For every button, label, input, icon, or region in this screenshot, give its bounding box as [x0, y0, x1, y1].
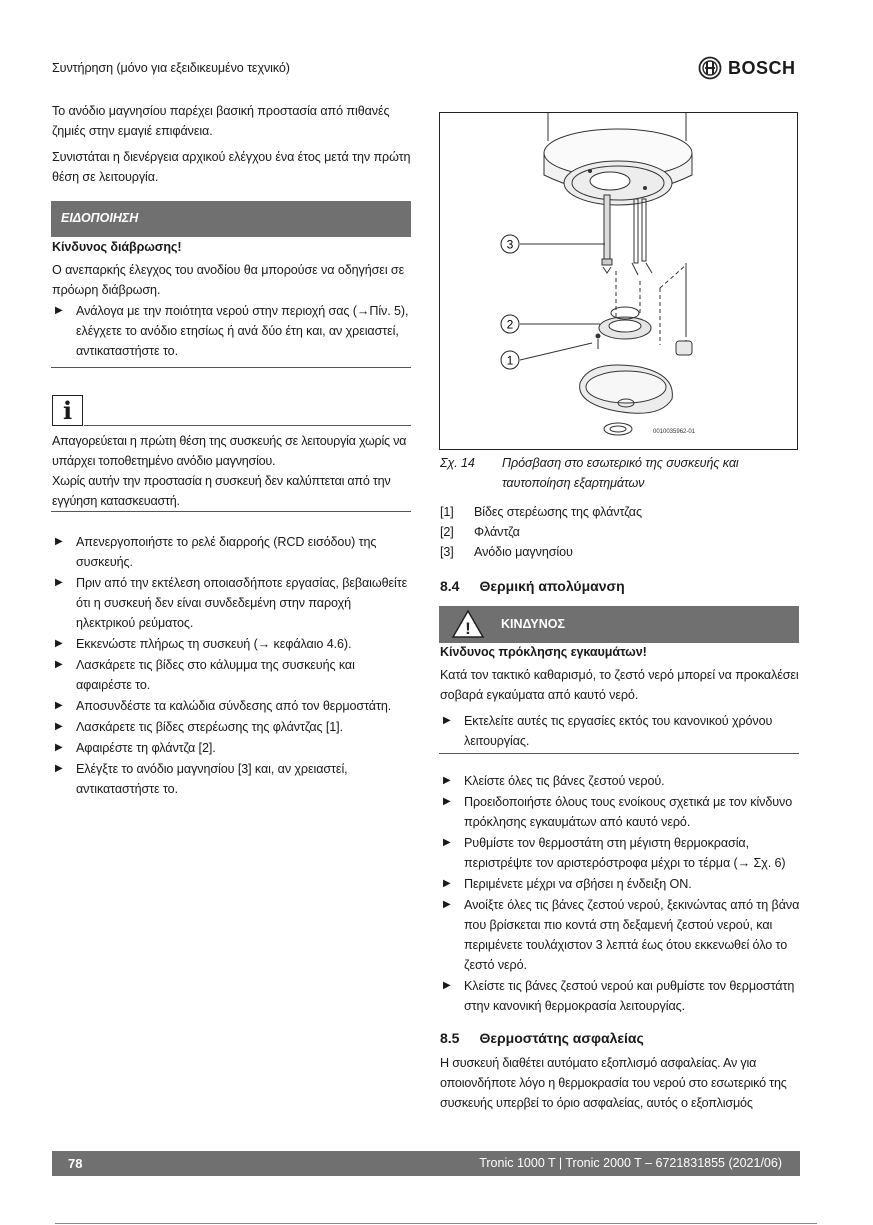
- bullet-triangle-icon: ▶: [443, 980, 451, 991]
- list-item: ▶ Εκκενώστε πλήρως τη συσκευή (→ κεφάλαιο 4.6).: [52, 634, 412, 654]
- list-item: ▶ Απενεργοποιήστε το ρελέ διαρροής (RCD εισόδου) της συσκευής.: [52, 532, 412, 572]
- danger-text: Κατά τον τακτικό καθαρισμό, το ζεστό νερό μπορεί να προκαλέσει σοβαρά εγκαύματα από καυτό νερό.: [440, 668, 799, 702]
- warning-triangle-icon: [451, 609, 485, 639]
- divider: [439, 753, 799, 754]
- legend-row: [3] Ανόδιο μαγνησίου: [440, 545, 573, 559]
- bullet-triangle-icon: ▶: [55, 305, 63, 316]
- info-text: [52, 431, 412, 511]
- notice-text: Ο ανεπαρκής έλεγχος του ανοδίου θα μπορούσε να οδηγήσει σε πρόωρη διάβρωση.: [52, 263, 405, 297]
- figure-caption: [440, 453, 800, 493]
- bullet-triangle-icon: ▶: [55, 577, 63, 588]
- running-title: Συντήρηση (μόνο για εξειδικευμένο τεχνικό): [52, 61, 290, 75]
- notice-label: ΕΙΔΟΠΟΙΗΣΗ: [61, 211, 139, 225]
- disinfection-steps: [440, 771, 800, 1016]
- intro-paragraph: Το ανόδιο μαγνησίου παρέχει βασική προστασία από πιθανές ζημιές στην εμαγιέ επιφάνεια.: [52, 104, 390, 138]
- bullet-triangle-icon: ▶: [443, 837, 451, 848]
- bullet-triangle-icon: ▶: [443, 878, 451, 889]
- info-divider: [84, 425, 411, 426]
- list-item: ▶ Προειδοποιήστε όλους τους ενοίκους σχετικά με τον κίνδυνο πρόκλησης εγκαυμάτων από καυτό νερό.: [440, 792, 800, 832]
- callout-2: 2: [506, 317, 514, 332]
- notice-bar: [51, 201, 411, 237]
- list-item: ▶ Πριν από την εκτέλεση οποιασδήποτε εργασίας, βεβαιωθείτε ότι η συσκευή δεν είναι συνδεδεμένη στην παροχή ηλεκτρικού ρεύματος.: [52, 573, 412, 633]
- bullet-triangle-icon: ▶: [55, 638, 63, 649]
- bullet-triangle-icon: ▶: [55, 659, 63, 670]
- list-item: ▶ Ανοίξτε όλες τις βάνες ζεστού νερού, ξεκινώντας από τη βάνα που βρίσκεται πιο κοντά στη δεξαμενή ζεστού νερού, και περιμένετε τουλάχιστον 3 λεπτά έως ότου εκκενωθεί όλο το ζεστό νερό.: [440, 895, 800, 975]
- figure-callouts: [501, 235, 519, 369]
- danger-heading: Κίνδυνος πρόκλησης εγκαυμάτων!: [440, 645, 647, 659]
- bullet-triangle-icon: ▶: [55, 763, 63, 774]
- list-item: ▶ Λασκάρετε τις βίδες στερέωσης της φλάντζας [1].: [52, 717, 412, 737]
- callout-1: 1: [506, 353, 514, 368]
- bottom-rule: [55, 1223, 817, 1224]
- section-heading-8-5: 8.5 Θερμοστάτης ασφαλείας: [440, 1030, 644, 1046]
- bullet-triangle-icon: ▶: [443, 775, 451, 786]
- legend-row: [2] Φλάντζα: [440, 525, 520, 539]
- list-item: ▶ Ανάλογα με την ποιότητα νερού στην περιοχή σας (→Πίν. 5), ελέγχετε το ανόδιο ετησίως ή ανά δύο έτη και, αν χρειαστεί, αντικαταστήστε το.: [52, 301, 412, 361]
- document-reference: Tronic 1000 T | Tronic 2000 T – 6721831855 (2021/06): [479, 1156, 782, 1170]
- danger-bar: [439, 606, 799, 643]
- info-icon: i: [52, 395, 83, 426]
- bullet-triangle-icon: ▶: [443, 796, 451, 807]
- list-item: ▶ Κλείστε τις βάνες ζεστού νερού και ρυθμίστε τον θερμοστάτη στην κανονική θερμοκρασία λειτουργίας.: [440, 976, 800, 1016]
- left-column: [52, 101, 412, 187]
- footer-bar: [52, 1151, 800, 1176]
- callout-3: 3: [506, 237, 514, 252]
- list-item: ▶ Λασκάρετε τις βίδες στο κάλυμμα της συσκευής και αφαιρέστε το.: [52, 655, 412, 695]
- info-line: Απαγορεύεται η πρώτη θέση της συσκευής σε λειτουργία χωρίς να υπάρχει τοποθετημένο ανόδιο μαγνησίου.: [52, 434, 407, 468]
- list-item: ▶ Εκτελείτε αυτές τις εργασίες εκτός του κανονικού χρόνου λειτουργίας.: [440, 711, 800, 751]
- danger-label: ΚΙΝΔΥΝΟΣ: [501, 617, 565, 631]
- brand-name: BOSCH: [728, 57, 796, 78]
- figure-code: 0010035962-01: [653, 429, 696, 435]
- brand-logo: [698, 55, 796, 81]
- bullet-triangle-icon: ▶: [55, 742, 63, 753]
- divider: [51, 511, 411, 512]
- info-line: Χωρίς αυτήν την προστασία η συσκευή δεν καλύπτεται από την εγγύηση κατασκευαστή.: [52, 474, 391, 508]
- list-item: ▶ Περιμένετε μέχρι να σβήσει η ένδειξη ON.: [440, 874, 800, 894]
- bullet-triangle-icon: ▶: [55, 536, 63, 547]
- bullet-triangle-icon: ▶: [55, 721, 63, 732]
- bullet-triangle-icon: ▶: [443, 899, 451, 910]
- list-item: ▶ Ελέγξτε το ανόδιο μαγνησίου [3] και, αν χρειαστεί, αντικαταστήστε το.: [52, 759, 412, 799]
- list-item: ▶ Ρυθμίστε τον θερμοστάτη στη μέγιστη θερμοκρασία, περιστρέψτε τον αριστερόστροφα μέχρι το τέρμα (→ Σχ. 6): [440, 833, 800, 873]
- danger-body: [440, 642, 800, 751]
- caption-text: Πρόσβαση στο εσωτερικό της συσκευής και ταυτοποίηση εξαρτημάτων: [502, 456, 739, 490]
- bullet-triangle-icon: ▶: [443, 715, 451, 726]
- caption-number: Σχ. 14: [440, 456, 475, 470]
- legend-row: [1] Βίδες στερέωσης της φλάντζας: [440, 505, 642, 519]
- figure-legend: [440, 502, 800, 562]
- notice-heading: Κίνδυνος διάβρωσης!: [52, 240, 182, 254]
- list-item: ▶ Αφαιρέστε τη φλάντζα [2].: [52, 738, 412, 758]
- intro-paragraph: Συνιστάται η διενέργεια αρχικού ελέγχου ένα έτος μετά την πρώτη θέση σε λειτουργία.: [52, 150, 411, 184]
- section-8-5-paragraph: Η συσκευή διαθέτει αυτόματο εξοπλισμό ασφαλείας. Αν για οποιονδήποτε λόγο η θερμοκρασία του νερού στο εσωτερικό της συσκευής υπερβεί το όριο ασφαλείας, αυτός ο εξοπλισμός: [440, 1056, 787, 1110]
- divider: [51, 367, 411, 368]
- figure-frame: [439, 112, 798, 450]
- svg-text:!: !: [465, 619, 471, 638]
- list-item: ▶ Κλείστε όλες τις βάνες ζεστού νερού.: [440, 771, 800, 791]
- section-heading-8-4: 8.4 Θερμική απολύμανση: [440, 578, 625, 594]
- notice-body: [52, 237, 412, 361]
- bullet-triangle-icon: ▶: [55, 700, 63, 711]
- procedure-steps: [52, 532, 412, 799]
- bosch-armature-icon: [698, 56, 722, 80]
- exploded-view-illustration: [440, 113, 797, 449]
- page-number: 78: [68, 1156, 83, 1171]
- list-item: ▶ Αποσυνδέστε τα καλώδια σύνδεσης από τον θερμοστάτη.: [52, 696, 412, 716]
